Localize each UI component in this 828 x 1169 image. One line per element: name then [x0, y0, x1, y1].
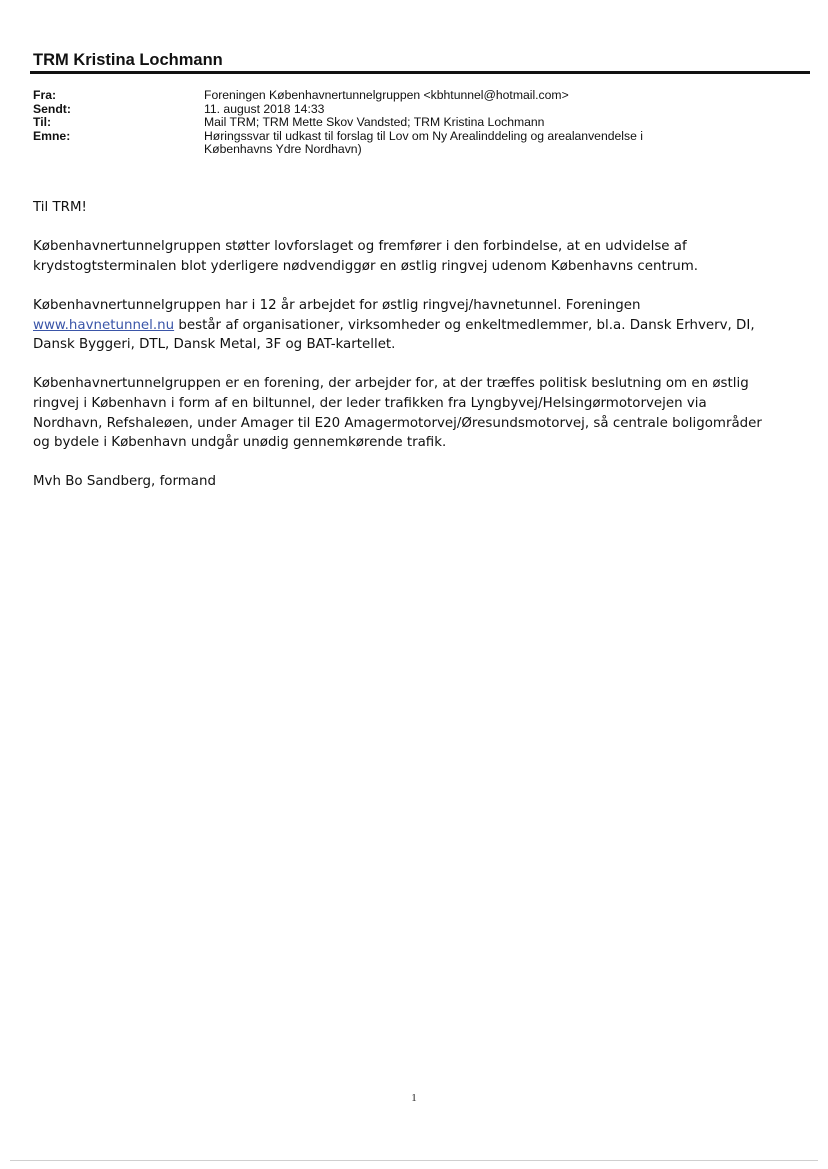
email-header-block	[33, 89, 773, 157]
paragraph-2-line-1: Københavnertunnelgruppen har i 12 år arbejdet for østlig ringvej/havnetunnel. Foreningen	[33, 297, 641, 313]
header-row-from	[33, 89, 773, 103]
mailbox-owner-name: TRM Kristina Lochmann	[33, 51, 223, 69]
paragraph-2	[33, 296, 793, 355]
paragraph-1-line-2: krydstogtsterminalen blot yderligere nødvendiggør en østlig ringvej udenom Københavns centrum.	[33, 258, 699, 274]
paragraph-3-line-3: Nordhavn, Refshaleøen, under Amager til E20 Amagermotorvej/Øresundsmotorvej, så centrale boligområder	[33, 415, 762, 431]
to-value: Mail TRM; TRM Mette Skov Vandsted; TRM Kristina Lochmann	[204, 115, 545, 130]
paragraph-3-line-2: ringvej i København i form af en biltunnel, der leder trafikken fra Lyngbyvej/Helsingørmotorvejen via	[33, 395, 707, 411]
paragraph-3-line-4: og bydele i København undgår unødig gennemkørende trafik.	[33, 435, 447, 451]
sent-value: 11. august 2018 14:33	[204, 101, 325, 116]
havnetunnel-link[interactable]: www.havnetunnel.nu	[33, 317, 175, 333]
subject-line-1: Høringssvar til udkast til forslag til Lov om Ny Arealinddeling og arealanvendelse i	[204, 128, 643, 143]
subject-line-2: Københavns Ydre Nordhavn)	[204, 142, 362, 157]
paragraph-1-line-1: Københavnertunnelgruppen støtter lovforslaget og fremfører i den forbindelse, at en udvidelse af	[33, 239, 687, 255]
subject-label: Emne:	[33, 128, 71, 143]
subject-value	[204, 130, 773, 157]
from-label: Fra:	[33, 88, 57, 102]
paragraph-3	[33, 374, 793, 452]
paragraph-2-line-3: Dansk Byggeri, DTL, Dansk Metal, 3F og BAT-kartellet.	[33, 337, 396, 353]
to-label: Til:	[33, 115, 52, 130]
greeting: Til TRM!	[33, 200, 87, 215]
header-row-to	[33, 116, 773, 130]
signoff: Mvh Bo Sandberg, formand	[33, 474, 216, 490]
email-body	[33, 198, 793, 512]
sent-label: Sendt:	[33, 101, 71, 116]
paragraph-2-line-2: består af organisationer, virksomheder og enkeltmedlemmer, bl.a. Dansk Erhverv, DI,	[174, 317, 755, 333]
scan-edge-line	[10, 1160, 818, 1161]
paragraph-1	[33, 237, 793, 276]
page-number: 1	[411, 1092, 417, 1104]
from-value: Foreningen Københavnertunnelgruppen <kbhtunnel@hotmail.com>	[204, 88, 569, 102]
header-row-subject	[33, 130, 773, 157]
header-divider	[30, 71, 810, 74]
paragraph-3-line-1: Københavnertunnelgruppen er en forening, der arbejder for, at der træffes politisk beslutning om en østlig	[33, 376, 749, 392]
header-row-sent	[33, 103, 773, 117]
